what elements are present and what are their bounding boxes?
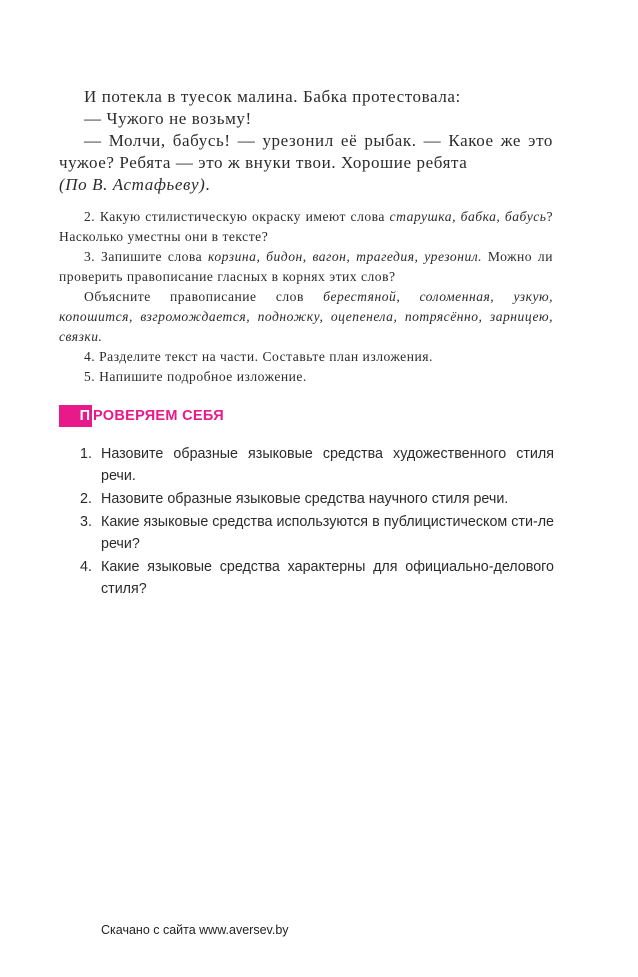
heading-title: РОВЕРЯЕМ СЕБЯ (93, 408, 224, 424)
question-text: Какие языковые средства характерны для официально-делового стиля? (101, 559, 554, 597)
story-attribution: (По В. Астафьеву) (59, 175, 206, 194)
question-item (80, 443, 554, 487)
task-number: 5. (84, 369, 96, 384)
question-number: 2. (80, 491, 92, 507)
story-text: — Молчи, бабусь! — урезонил её рыбак. — Какое же это чужое? Ребята — это ж внуки твои. Хорошие ребята (59, 131, 553, 172)
task-item (59, 367, 553, 387)
question-text: Назовите образные языковые средства научного стиля речи. (101, 491, 509, 507)
task-text: ? Насколько уместны они в тексте? (59, 209, 553, 244)
task-item (59, 207, 553, 247)
footer-source: Скачано с сайта www.aversev.by (101, 923, 289, 937)
review-questions (80, 443, 554, 601)
question-text: Назовите образные языковые средства художественного стиля речи. (101, 446, 554, 484)
task-text: Можно ли проверить правописание гласных в корнях этих слов? (59, 249, 553, 284)
task-text-italic: старушка, бабка, бабусь (389, 209, 547, 224)
task-item (59, 287, 553, 347)
story-line: — Чужого не возьму! (84, 109, 252, 128)
tasks-list (59, 207, 553, 387)
story-line (59, 130, 553, 196)
question-item (80, 556, 554, 600)
task-text-italic: вагон, трагедия, урезонил. (312, 249, 483, 264)
task-text: Какую стилистическую окраску имеют слова (99, 209, 390, 224)
task-text-italic: берестяной, соломенная, узкую, копошится, взгромождается, подножку, оцепенела, потрясённо, зарницею, связки. (59, 289, 553, 344)
task-number: 4. (84, 349, 96, 364)
task-number: 3. (84, 249, 96, 264)
question-text: Какие языковые средства используются в публицистическом сти-ле речи? (101, 514, 554, 552)
story-line: И потекла в туесок малина. Бабка протестовала: (84, 87, 461, 106)
story-excerpt (59, 86, 553, 196)
task-number: 2. (84, 209, 96, 224)
question-item (80, 511, 554, 555)
story-attribution-end: . (205, 175, 211, 194)
question-number: 1. (80, 446, 92, 462)
question-number: 3. (80, 514, 92, 530)
section-heading (59, 405, 224, 427)
task-text-italic: корзина, бидон (208, 249, 303, 264)
task-item (59, 247, 553, 287)
task-text: , (302, 249, 313, 264)
task-text: Объясните правописание слов (84, 289, 324, 304)
question-number: 4. (80, 559, 92, 575)
question-item (80, 488, 554, 510)
heading-badge: П (59, 405, 92, 427)
task-text: Запишите слова (101, 249, 209, 264)
task-text: Разделите текст на части. Составьте план изложения. (99, 349, 433, 364)
task-text: Напишите подробное изложение. (99, 369, 307, 384)
task-item (59, 347, 553, 367)
